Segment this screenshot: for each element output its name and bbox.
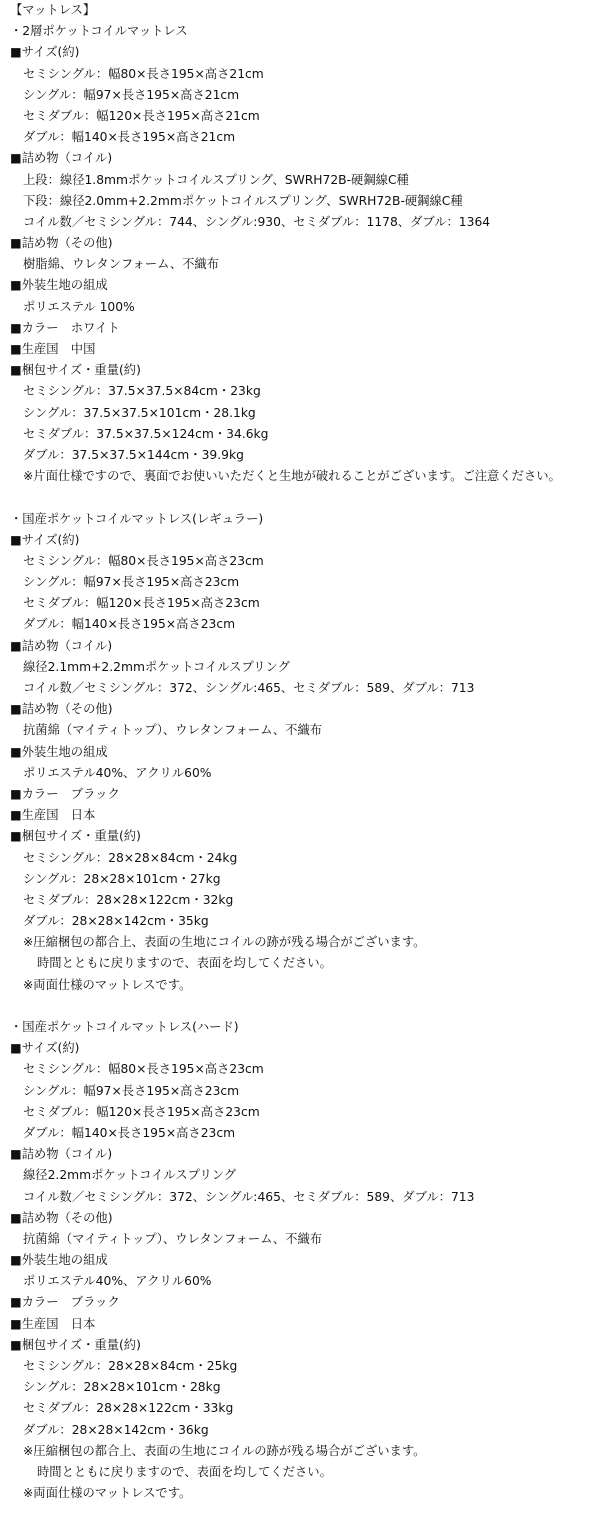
- spec-heading: ■詰め物（コイル): [10, 1147, 113, 1162]
- note-line: 時間とともに戻りますので、表面を均してください。: [37, 956, 332, 971]
- spec-line: セミシングル：幅80×長さ195×高さ23cm: [23, 553, 264, 568]
- blank-line: [0, 996, 600, 1017]
- spec-heading: ■カラー ブラック: [10, 1295, 120, 1310]
- spec-heading: ■外装生地の組成: [10, 1253, 108, 1268]
- spec-line: セミシングル：28×28×84cm・25kg: [23, 1359, 238, 1373]
- spec-line: シングル：37.5×37.5×101cm・28.1kg: [23, 405, 256, 420]
- note-line: ※両面仕様のマットレスです。: [23, 977, 192, 992]
- blank-line: [0, 487, 600, 508]
- product-title: ・国産ポケットコイルマットレス(ハード): [10, 1020, 239, 1034]
- spec-heading: ■カラー ブラック: [10, 786, 120, 801]
- spec-line: セミシングル：37.5×37.5×84cm・23kg: [23, 384, 261, 399]
- spec-heading: ■外装生地の組成: [10, 278, 108, 293]
- spec-heading: ■梱包サイズ・重量(約): [10, 829, 141, 844]
- spec-line: ダブル：幅140×長さ195×高さ23cm: [23, 617, 236, 632]
- spec-line: コイル数／セミシングル：372、シングル:465、セミダブル：589、ダブル：713: [23, 1189, 475, 1204]
- note-line: 時間とともに戻りますので、表面を均してください。: [37, 1464, 332, 1479]
- spec-line: セミダブル：幅120×長さ195×高さ21cm: [23, 108, 260, 123]
- spec-line: シングル：28×28×101cm・27kg: [23, 871, 221, 886]
- spec-heading: ■梱包サイズ・重量(約): [10, 363, 141, 378]
- spec-heading: ■カラー ホワイト: [10, 320, 120, 335]
- spec-line: セミシングル：28×28×84cm・24kg: [23, 850, 238, 865]
- note-line: ※圧縮梱包の都合上、表面の生地にコイルの跡が残る場合がございます。: [23, 935, 426, 950]
- spec-heading: ■サイズ(約): [10, 532, 80, 547]
- product-title: ・2層ポケットコイルマットレス: [10, 24, 188, 39]
- spec-line: 線径2.1mm+2.2mmポケットコイルスプリング: [23, 659, 290, 674]
- spec-heading: ■詰め物（その他): [10, 236, 113, 251]
- spec-line: ダブル：幅140×長さ195×高さ21cm: [23, 130, 236, 145]
- spec-heading: ■詰め物（コイル): [10, 151, 113, 166]
- spec-line: セミダブル：幅120×長さ195×高さ23cm: [23, 1104, 260, 1119]
- spec-heading: ■生産国 日本: [10, 808, 96, 823]
- spec-line: 抗菌綿（マイティトップ）、ウレタンフォーム、不織布: [23, 1231, 323, 1246]
- spec-line: コイル数／セミシングル：372、シングル:465、セミダブル：589、ダブル：713: [23, 681, 475, 695]
- spec-line: セミシングル：幅80×長さ195×高さ23cm: [23, 1062, 264, 1077]
- spec-line: セミダブル：28×28×122cm・32kg: [23, 892, 234, 907]
- spec-line: シングル：幅97×長さ195×高さ23cm: [23, 575, 240, 590]
- spec-heading: ■詰め物（その他): [10, 702, 113, 717]
- spec-heading: ■生産国 日本: [10, 1316, 96, 1331]
- spec-line: ダブル：幅140×長さ195×高さ23cm: [23, 1125, 236, 1140]
- spec-line: ポリエステル40%、アクリル60%: [23, 765, 212, 780]
- spec-line: セミダブル：37.5×37.5×124cm・34.6kg: [23, 426, 269, 441]
- spec-heading: ■詰め物（その他): [10, 1210, 113, 1225]
- note-line: ※両面仕様のマットレスです。: [23, 1486, 192, 1501]
- spec-line: シングル：28×28×101cm・28kg: [23, 1380, 221, 1395]
- spec-line: セミダブル：28×28×122cm・33kg: [23, 1401, 234, 1416]
- spec-heading: ■詰め物（コイル): [10, 638, 113, 653]
- spec-line: ポリエステル40%、アクリル60%: [23, 1274, 212, 1289]
- spec-heading: ■梱包サイズ・重量(約): [10, 1337, 141, 1352]
- spec-line: ダブル：28×28×142cm・35kg: [23, 914, 209, 929]
- spec-heading: ■サイズ(約): [10, 45, 80, 60]
- spec-line: 下段：線径2.0mm+2.2mmポケットコイルスプリング、SWRH72B-硬鋼線C種: [23, 193, 463, 208]
- spec-line: 樹脂綿、ウレタンフォーム、不織布: [23, 257, 220, 272]
- spec-line: ポリエステル 100%: [23, 299, 135, 314]
- spec-line: シングル：幅97×長さ195×高さ23cm: [23, 1083, 240, 1098]
- spec-line: 抗菌綿（マイティトップ）、ウレタンフォーム、不織布: [23, 723, 323, 738]
- product-title: ・国産ポケットコイルマットレス(レギュラー): [10, 511, 264, 526]
- spec-heading: ■生産国 中国: [10, 342, 96, 356]
- note-line: ※片面仕様ですので、裏面でお使いいただくと生地が破れることがございます。ご注意ください。: [23, 469, 561, 484]
- spec-line: 上段：線径1.8mmポケットコイルスプリング、SWRH72B-硬鋼線C種: [23, 172, 409, 187]
- spec-line: セミダブル：幅120×長さ195×高さ23cm: [23, 596, 260, 611]
- note-line: ※圧縮梱包の都合上、表面の生地にコイルの跡が残る場合がございます。: [23, 1443, 426, 1458]
- spec-line: セミシングル：幅80×長さ195×高さ21cm: [23, 66, 264, 81]
- section-title: 【マットレス】: [10, 3, 96, 17]
- spec-heading: ■サイズ(約): [10, 1041, 80, 1056]
- spec-heading: ■外装生地の組成: [10, 744, 108, 759]
- spec-line: 線径2.2mmポケットコイルスプリング: [23, 1168, 237, 1183]
- spec-line: ダブル：37.5×37.5×144cm・39.9kg: [23, 447, 244, 462]
- spec-line: コイル数／セミシングル：744、シングル:930、セミダブル：1178、ダブル：1364: [23, 214, 491, 229]
- spec-line: ダブル：28×28×142cm・36kg: [23, 1422, 209, 1437]
- spec-line: シングル：幅97×長さ195×高さ21cm: [23, 87, 240, 102]
